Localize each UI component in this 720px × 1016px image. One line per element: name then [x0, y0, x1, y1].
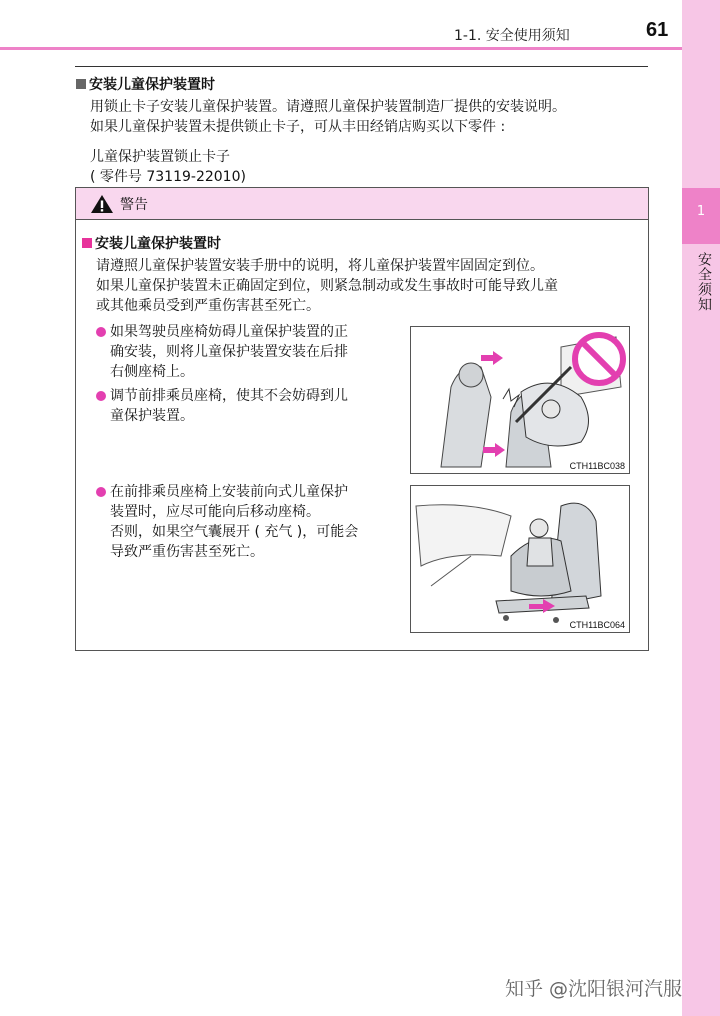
- square-bullet-icon: [82, 238, 92, 248]
- bullet-item: 在前排乘员座椅上安装前向式儿童保护 装置时，应尽可能向后移动座椅。 否则，如果空气囊展开 ( 充气 )，可能会 导致严重伤害甚至死亡。: [96, 482, 396, 562]
- page-number: 61: [646, 19, 669, 41]
- bullet-item: 调节前排乘员座椅，使其不会妨碍到儿 童保护装置。: [96, 386, 396, 426]
- figure-code: CTH11BC064: [569, 620, 625, 630]
- figure-front-seat: [410, 485, 630, 633]
- figure-code: CTH11BC038: [569, 461, 625, 471]
- bullet-dot-icon: [96, 391, 106, 401]
- header-rule: [0, 47, 682, 50]
- bullet-group-2: [96, 482, 396, 566]
- side-tab-strip: [682, 0, 720, 1016]
- warning-triangle-icon: [90, 194, 114, 214]
- warning-line: 如果儿童保护装置未正确固定到位，则紧急制动或发生事故时可能导致儿童: [96, 278, 558, 294]
- warning-title: 警告: [120, 196, 148, 213]
- figure-driver-seat: [410, 326, 630, 474]
- intro-heading: 安装儿童保护装置时: [76, 75, 656, 95]
- bullet-dot-icon: [96, 327, 106, 337]
- side-chapter-number: 1: [696, 204, 706, 219]
- intro-line: 用锁止卡子安装儿童保护装置。请遵照儿童保护装置制造厂提供的安装说明。: [90, 99, 566, 115]
- warning-box: [75, 187, 649, 651]
- warning-heading: 安装儿童保护装置时: [82, 234, 638, 254]
- part-line: 儿童保护装置锁止卡子: [90, 149, 230, 165]
- content-top-rule: [75, 66, 648, 67]
- bullet-dot-icon: [96, 487, 106, 497]
- bullet-item: 如果驾驶员座椅妨碍儿童保护装置的正 确安装，则将儿童保护装置安装在后排 右侧座椅上。: [96, 322, 396, 382]
- bullet-group-1: [96, 322, 396, 430]
- intro-line: 如果儿童保护装置未提供锁止卡子，可从丰田经销店购买以下零件 :: [90, 119, 506, 135]
- illustration-front-seat-image: [411, 486, 629, 632]
- warning-body: [76, 220, 648, 316]
- warning-line: 或其他乘员受到严重伤害甚至死亡。: [96, 298, 320, 314]
- section-title: 1-1. 安全使用须知: [454, 28, 570, 44]
- part-number-line: ( 零件号 73119-22010): [90, 169, 246, 185]
- square-bullet-icon: [76, 79, 86, 89]
- intro-section: [76, 75, 656, 187]
- watermark: 知乎 @沈阳银河汽服: [505, 978, 683, 1000]
- warning-line: 请遵照儿童保护装置安装手册中的说明，将儿童保护装置牢固固定到位。: [96, 258, 544, 274]
- side-chapter-title: 安全须知: [696, 252, 712, 312]
- illustration-driver-seat-image: [411, 327, 629, 473]
- warning-header: [76, 188, 648, 220]
